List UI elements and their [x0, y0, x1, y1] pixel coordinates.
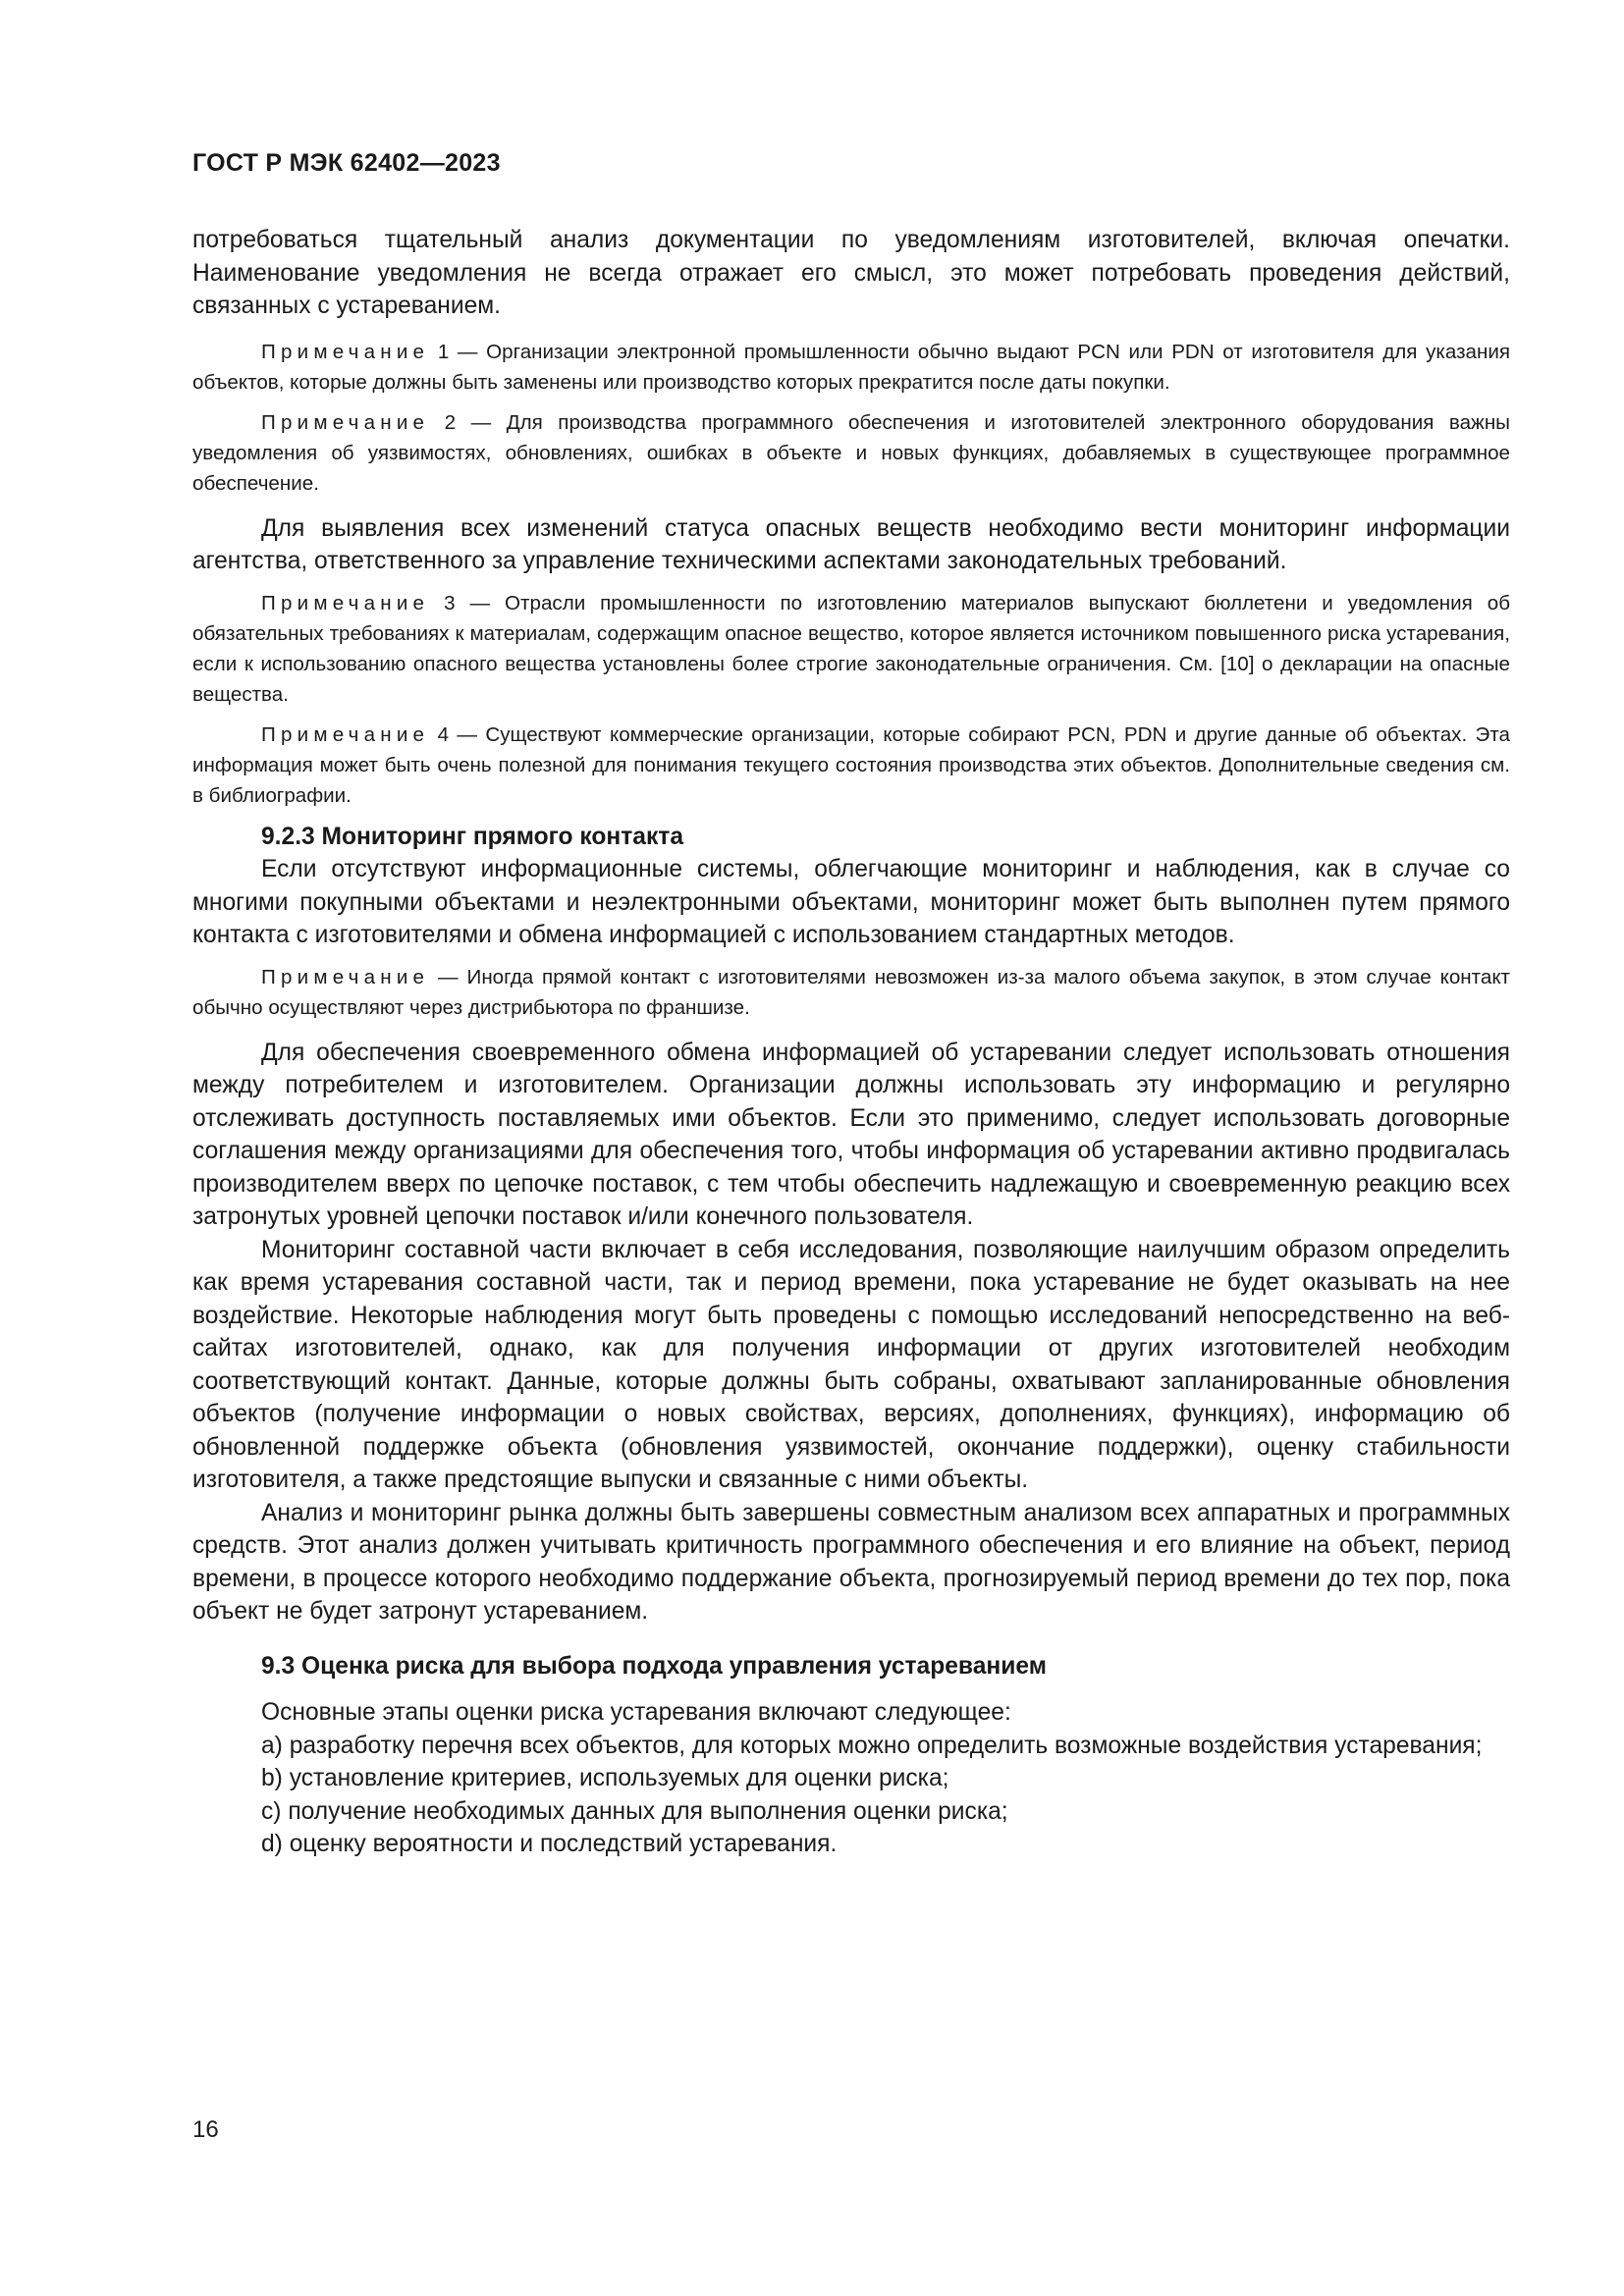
- paragraph-direct-contact: Если отсутствуют информационные системы, облегчающие мониторинг и наблюдения, как в случае со многими покупными объектами и неэлектронными объектами, мониторинг может быть выполнен путем прямого контакта с изготовителями и обмена информацией с использованием стандартных методов.: [192, 856, 1510, 948]
- page-number: 16: [192, 2116, 219, 2143]
- note-text: 2 — Для производства программного обеспечения и изготовителей электронного оборудования важны уведомления об уязвимостях, обновлениях, ошибках в объекте и новых функциях, добавляемых в существующее программное обеспечение.: [192, 410, 1510, 495]
- note-label: Примечание: [261, 965, 430, 988]
- paragraph-information-exchange: Для обеспечения своевременного обмена информацией об устаревании следует использовать отношения между потребителем и изготовителем. Организации должны использовать эту информацию и регулярно отслеживать доступность поставляемых ими объектов. Если это применимо, следует использовать договорные соглашения между организациями для обеспечения того, чтобы информация об устаревании активно продвигалась производителем вверх по цепочке поставок, с тем чтобы обеспечить надлежащую и своевременную реакцию всех затронутых уровней цепочки поставок и/или конечного пользователя.: [192, 1039, 1510, 1230]
- note-1: [192, 337, 1510, 398]
- paragraph-market-analysis: Анализ и мониторинг рынка должны быть завершены совместным анализом всех аппаратных и программных средств. Этот анализ должен учитывать критичность программного обеспечения и его влияние на объект, период времени, в процессе которого необходимо поддержание объекта, прогнозируемый период времени до тех пор, пока объект не будет затронут устареванием.: [192, 1499, 1510, 1625]
- note-5: [192, 962, 1510, 1023]
- paragraph-hazardous-substances: Для выявления всех изменений статуса опасных веществ необходимо вести мониторинг информации агентства, ответственного за управление техническими аспектами законодательных требований.: [192, 514, 1510, 574]
- note-text: 4 — Существуют коммерческие организации, которые собирают PCN, PDN и другие данные об объектах. Эта информация может быть очень полезной для понимания текущего состояния производства этих объектов. Дополнительные сведения см. в библиографии.: [192, 722, 1510, 807]
- section-heading-9-2-3: 9.2.3 Мониторинг прямого контакта: [261, 823, 684, 850]
- paragraph-continuation: потребоваться тщательный анализ документации по уведомлениям изготовителей, включая опечатки. Наименование уведомления не всегда отражает его смысл, это может потребовать проведения действий, связанных с устареванием.: [192, 227, 1510, 319]
- note-label: Примечание: [261, 340, 430, 363]
- list-item: b) установление критериев, используемых для оценки риска;: [261, 1765, 949, 1791]
- list-item: d) оценку вероятности и последствий устаревания.: [261, 1831, 838, 1857]
- standard-header: ГОСТ Р МЭК 62402—2023: [192, 149, 501, 177]
- note-2: [192, 407, 1510, 499]
- note-label: Примечание: [261, 591, 430, 614]
- note-text: 3 — Отрасли промышленности по изготовлению материалов выпускают бюллетени и уведомления об обязательных требованиях к материалам, содержащим опасное вещество, которое является источником повышенного риска устаревания, если к использованию опасного вещества установлены более строгие законодательные ограничения. См. [10] о декларации на опасные вещества.: [192, 591, 1510, 706]
- paragraph-component-monitoring: Мониторинг составной части включает в себя исследования, позволяющие наилучшим образом определить как время устаревания составной части, так и период времени, пока устаревание не будет оказывать на нее воздействие. Некоторые наблюдения могут быть проведены с помощью исследований непосредственно на веб-сайтах изготовителей, однако, как для получения информации от других изготовителей необходим соответствующий контакт. Данные, которые должны быть собраны, охватывают запланированные обновления объектов (получение информации о новых свойствах, версиях, дополнениях, функциях), информацию об обновленной поддержке объекта (обновления уязвимостей, окончание поддержки), оценку стабильности изготовителя, а также предстоящие выпуски и связанные с ними объекты.: [192, 1236, 1510, 1493]
- note-4: [192, 720, 1510, 811]
- section-heading-9-3: 9.3 Оценка риска для выбора подхода управления устареванием: [261, 1652, 1047, 1680]
- note-3: [192, 588, 1510, 710]
- note-text: 1 — Организации электронной промышленности обычно выдают PCN или PDN от изготовителя для указания объектов, которые должны быть заменены или производство которых прекратится после даты покупки.: [192, 340, 1510, 394]
- paragraph-risk-steps: Основные этапы оценки риска устаревания включают следующее:: [261, 1699, 1011, 1726]
- note-label: Примечание: [261, 722, 430, 746]
- list-item: а) разработку перечня всех объектов, для которых можно определить возможные воздействия устаревания;: [261, 1732, 1483, 1759]
- list-item: c) получение необходимых данных для выполнения оценки риска;: [261, 1797, 1008, 1825]
- note-label: Примечание: [261, 410, 430, 434]
- page-content: [192, 224, 1510, 1861]
- note-text: — Иногда прямой контакт с изготовителями невозможен из-за малого объема закупок, в этом случае контакт обычно осуществляют через дистрибьютора по франшизе.: [192, 965, 1510, 1019]
